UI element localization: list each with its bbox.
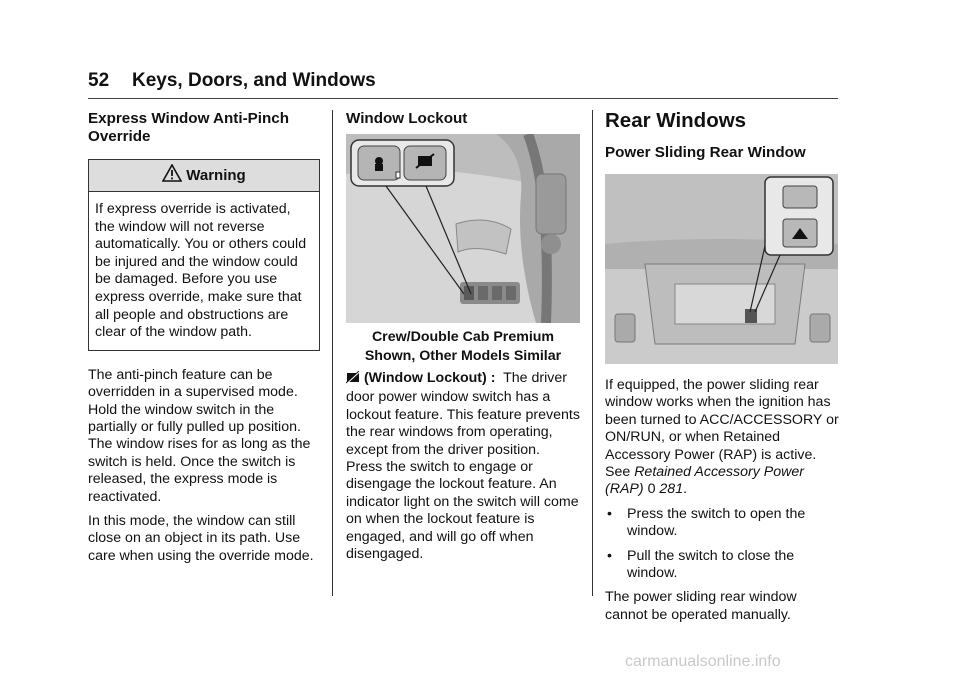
- paragraph: The power sliding rear window cannot be operated manually.: [605, 589, 797, 623]
- column-divider: [332, 110, 333, 596]
- warning-text: If express override is activated, the window will not reverse automatically. You or others could be injured and the window could be damaged. Before you use express override, make sure that all people and obstructions are clear of the window path.: [95, 201, 307, 341]
- section-heading: Window Lockout: [346, 110, 468, 127]
- page-title: Keys, Doors, and Windows: [132, 70, 376, 91]
- list-item: [605, 548, 841, 583]
- subsection-heading: Power Sliding Rear Window: [605, 144, 806, 161]
- door-switch-illustration: [346, 134, 580, 323]
- warning-box: [88, 159, 320, 351]
- warning-header: [89, 160, 319, 192]
- header-rule: [88, 98, 838, 99]
- window-lockout-icon: [346, 371, 360, 389]
- list-item-text: Pull the switch to close the window.: [627, 547, 795, 582]
- warning-title: Warning: [186, 166, 246, 184]
- page-header: [88, 70, 376, 92]
- paragraph: The anti-pinch feature can be overridden in a supervised mode. Hold the window switch in the partially or fully pulled up position. The window rises for as long as the switch is held. Once the switch is released, the express mode is reactivated.: [88, 366, 311, 505]
- lockout-text: The driver door power window switch has a lockout feature. This feature prevents the rear windows from operating, except from the driver position. Press the switch to engage or disengage the lockout feature. An indicator light on the switch will come on when the lockout feature is engaged, and will go off when disengaged.: [346, 370, 580, 563]
- cross-reference-link[interactable]: Retained Accessory Power (RAP): [605, 464, 804, 498]
- paragraph: In this mode, the window can still close on an object in its path. Use care when using the override mode.: [88, 513, 314, 564]
- page-ref-symbol: 0: [647, 481, 656, 498]
- column-2: [346, 110, 580, 563]
- column-divider: [592, 110, 593, 596]
- figure-caption: Crew/Double Cab Premium Shown, Other Models Similar: [364, 329, 562, 364]
- lockout-label: (Window Lockout) :: [363, 370, 496, 386]
- watermark: carmanualsonline.info: [625, 653, 781, 670]
- page-number: 52: [88, 70, 110, 91]
- rear-window-illustration: [605, 174, 838, 364]
- section-heading: Rear Windows: [605, 109, 747, 132]
- warning-icon: [162, 164, 186, 186]
- paragraph: [605, 377, 841, 499]
- lockout-paragraph: [346, 370, 580, 563]
- section-heading: Express Window Anti-Pinch Override: [88, 110, 289, 145]
- column-1: [88, 110, 320, 565]
- bullet-mark: •: [607, 547, 612, 564]
- paragraph-end: .: [683, 481, 688, 498]
- column-3: [605, 110, 841, 624]
- paragraph-text: If equipped, the power sliding rear window works when the ignition has been turned to ACC/ACCESSORY or ON/RUN, or when Retained Accessory Power (RAP) is active. See: [605, 377, 839, 481]
- list-item: [605, 506, 841, 541]
- bullet-mark: •: [607, 505, 612, 522]
- list-item-text: Press the switch to open the window.: [627, 505, 806, 540]
- page-ref-number[interactable]: 281: [659, 481, 684, 498]
